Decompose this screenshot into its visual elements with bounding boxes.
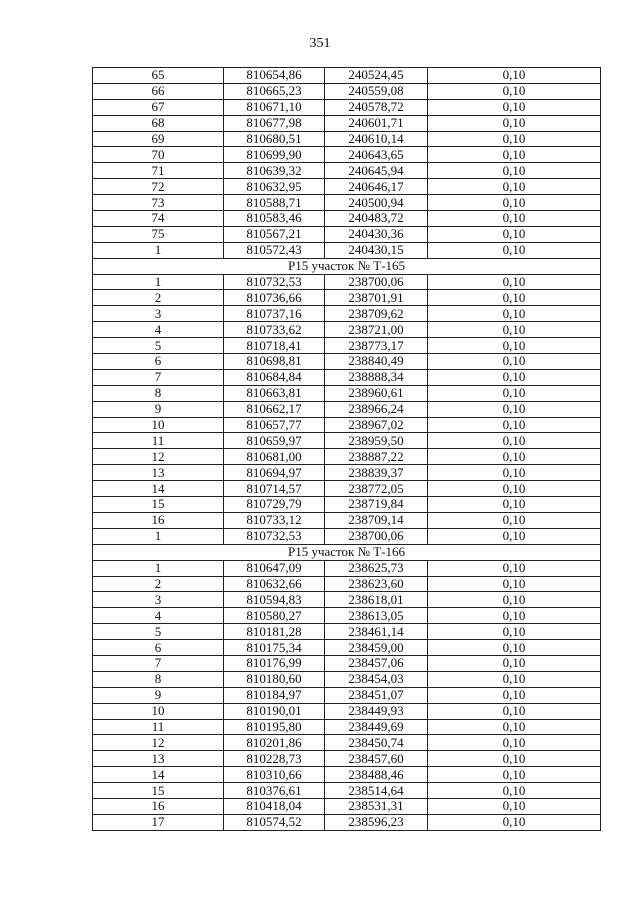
accuracy-cell: 0,10 xyxy=(428,115,601,131)
point-number-cell: 4 xyxy=(93,608,224,624)
accuracy-cell: 0,10 xyxy=(428,481,601,497)
accuracy-cell: 0,10 xyxy=(428,719,601,735)
accuracy-cell: 0,10 xyxy=(428,274,601,290)
table-row xyxy=(93,592,601,608)
point-number-cell: 8 xyxy=(93,671,224,687)
y-coordinate-cell: 240601,71 xyxy=(325,115,428,131)
point-number-cell: 12 xyxy=(93,449,224,465)
x-coordinate-cell: 810684,84 xyxy=(224,369,325,385)
accuracy-cell: 0,10 xyxy=(428,687,601,703)
accuracy-cell: 0,10 xyxy=(428,449,601,465)
table-row xyxy=(93,417,601,433)
y-coordinate-cell: 238721,00 xyxy=(325,322,428,338)
x-coordinate-cell: 810176,99 xyxy=(224,655,325,671)
point-number-cell: 7 xyxy=(93,655,224,671)
point-number-cell: 6 xyxy=(93,640,224,656)
table-row xyxy=(93,814,601,830)
table-row xyxy=(93,83,601,99)
y-coordinate-cell: 238449,93 xyxy=(325,703,428,719)
x-coordinate-cell: 810574,52 xyxy=(224,814,325,830)
x-coordinate-cell: 810583,46 xyxy=(224,211,325,227)
table-row xyxy=(93,560,601,576)
table-row xyxy=(93,338,601,354)
x-coordinate-cell: 810671,10 xyxy=(224,99,325,115)
point-number-cell: 2 xyxy=(93,576,224,592)
point-number-cell: 69 xyxy=(93,131,224,147)
point-number-cell: 66 xyxy=(93,83,224,99)
x-coordinate-cell: 810647,09 xyxy=(224,560,325,576)
x-coordinate-cell: 810699,90 xyxy=(224,147,325,163)
point-number-cell: 5 xyxy=(93,624,224,640)
table-row xyxy=(93,640,601,656)
point-number-cell: 10 xyxy=(93,417,224,433)
accuracy-cell: 0,10 xyxy=(428,369,601,385)
x-coordinate-cell: 810310,66 xyxy=(224,767,325,783)
point-number-cell: 15 xyxy=(93,497,224,513)
table-row xyxy=(93,385,601,401)
point-number-cell: 2 xyxy=(93,290,224,306)
y-coordinate-cell: 240500,94 xyxy=(325,195,428,211)
accuracy-cell: 0,10 xyxy=(428,99,601,115)
table-row xyxy=(93,655,601,671)
accuracy-cell: 0,10 xyxy=(428,385,601,401)
x-coordinate-cell: 810376,61 xyxy=(224,783,325,799)
x-coordinate-cell: 810632,95 xyxy=(224,179,325,195)
x-coordinate-cell: 810567,21 xyxy=(224,226,325,242)
x-coordinate-cell: 810181,28 xyxy=(224,624,325,640)
x-coordinate-cell: 810677,98 xyxy=(224,115,325,131)
table-row xyxy=(93,322,601,338)
table-row xyxy=(93,719,601,735)
accuracy-cell: 0,10 xyxy=(428,433,601,449)
table-row xyxy=(93,68,601,84)
table-row xyxy=(93,528,601,544)
page-number: 351 xyxy=(309,36,331,51)
point-number-cell: 75 xyxy=(93,226,224,242)
point-number-cell: 73 xyxy=(93,195,224,211)
section-title: Р15 участок № Т-165 xyxy=(93,258,601,274)
accuracy-cell: 0,10 xyxy=(428,242,601,258)
point-number-cell: 7 xyxy=(93,369,224,385)
y-coordinate-cell: 238966,24 xyxy=(325,401,428,417)
x-coordinate-cell: 810659,97 xyxy=(224,433,325,449)
point-number-cell: 15 xyxy=(93,783,224,799)
x-coordinate-cell: 810594,83 xyxy=(224,592,325,608)
accuracy-cell: 0,10 xyxy=(428,624,601,640)
table-row xyxy=(93,798,601,814)
table-row xyxy=(93,401,601,417)
table-row xyxy=(93,242,601,258)
table-row xyxy=(93,608,601,624)
point-number-cell: 9 xyxy=(93,401,224,417)
section-header-row xyxy=(93,544,601,560)
table-row xyxy=(93,306,601,322)
accuracy-cell: 0,10 xyxy=(428,671,601,687)
table-row xyxy=(93,767,601,783)
accuracy-cell: 0,10 xyxy=(428,751,601,767)
point-number-cell: 1 xyxy=(93,242,224,258)
x-coordinate-cell: 810184,97 xyxy=(224,687,325,703)
table-row xyxy=(93,751,601,767)
y-coordinate-cell: 238618,01 xyxy=(325,592,428,608)
accuracy-cell: 0,10 xyxy=(428,465,601,481)
x-coordinate-cell: 810732,53 xyxy=(224,274,325,290)
point-number-cell: 14 xyxy=(93,481,224,497)
y-coordinate-cell: 240646,17 xyxy=(325,179,428,195)
table-row xyxy=(93,163,601,179)
table-row xyxy=(93,211,601,227)
y-coordinate-cell: 238623,60 xyxy=(325,576,428,592)
y-coordinate-cell: 238596,23 xyxy=(325,814,428,830)
accuracy-cell: 0,10 xyxy=(428,703,601,719)
x-coordinate-cell: 810663,81 xyxy=(224,385,325,401)
y-coordinate-cell: 238450,74 xyxy=(325,735,428,751)
point-number-cell: 9 xyxy=(93,687,224,703)
point-number-cell: 68 xyxy=(93,115,224,131)
accuracy-cell: 0,10 xyxy=(428,147,601,163)
accuracy-cell: 0,10 xyxy=(428,322,601,338)
table-row xyxy=(93,671,601,687)
accuracy-cell: 0,10 xyxy=(428,767,601,783)
y-coordinate-cell: 238839,37 xyxy=(325,465,428,481)
y-coordinate-cell: 238531,31 xyxy=(325,798,428,814)
y-coordinate-cell: 240430,36 xyxy=(325,226,428,242)
point-number-cell: 4 xyxy=(93,322,224,338)
y-coordinate-cell: 238459,00 xyxy=(325,640,428,656)
x-coordinate-cell: 810732,53 xyxy=(224,528,325,544)
table-row xyxy=(93,576,601,592)
x-coordinate-cell: 810572,43 xyxy=(224,242,325,258)
y-coordinate-cell: 238449,69 xyxy=(325,719,428,735)
y-coordinate-cell: 238709,62 xyxy=(325,306,428,322)
accuracy-cell: 0,10 xyxy=(428,560,601,576)
accuracy-cell: 0,10 xyxy=(428,338,601,354)
x-coordinate-cell: 810201,86 xyxy=(224,735,325,751)
table-row xyxy=(93,195,601,211)
accuracy-cell: 0,10 xyxy=(428,655,601,671)
y-coordinate-cell: 238700,06 xyxy=(325,274,428,290)
accuracy-cell: 0,10 xyxy=(428,226,601,242)
x-coordinate-cell: 810588,71 xyxy=(224,195,325,211)
table-row xyxy=(93,687,601,703)
y-coordinate-cell: 238700,06 xyxy=(325,528,428,544)
point-number-cell: 6 xyxy=(93,354,224,370)
y-coordinate-cell: 238888,34 xyxy=(325,369,428,385)
x-coordinate-cell: 810736,66 xyxy=(224,290,325,306)
x-coordinate-cell: 810657,77 xyxy=(224,417,325,433)
x-coordinate-cell: 810714,57 xyxy=(224,481,325,497)
accuracy-cell: 0,10 xyxy=(428,497,601,513)
point-number-cell: 1 xyxy=(93,274,224,290)
accuracy-cell: 0,10 xyxy=(428,576,601,592)
coordinates-table-body xyxy=(93,68,601,831)
x-coordinate-cell: 810180,60 xyxy=(224,671,325,687)
table-row xyxy=(93,290,601,306)
accuracy-cell: 0,10 xyxy=(428,354,601,370)
x-coordinate-cell: 810729,79 xyxy=(224,497,325,513)
y-coordinate-cell: 238719,84 xyxy=(325,497,428,513)
accuracy-cell: 0,10 xyxy=(428,814,601,830)
x-coordinate-cell: 810665,23 xyxy=(224,83,325,99)
point-number-cell: 65 xyxy=(93,68,224,84)
y-coordinate-cell: 238959,50 xyxy=(325,433,428,449)
accuracy-cell: 0,10 xyxy=(428,211,601,227)
table-row xyxy=(93,369,601,385)
accuracy-cell: 0,10 xyxy=(428,640,601,656)
y-coordinate-cell: 238701,91 xyxy=(325,290,428,306)
y-coordinate-cell: 238887,22 xyxy=(325,449,428,465)
table-row xyxy=(93,115,601,131)
y-coordinate-cell: 238709,14 xyxy=(325,512,428,528)
y-coordinate-cell: 238772,05 xyxy=(325,481,428,497)
x-coordinate-cell: 810195,80 xyxy=(224,719,325,735)
point-number-cell: 13 xyxy=(93,465,224,481)
table-row xyxy=(93,465,601,481)
accuracy-cell: 0,10 xyxy=(428,528,601,544)
point-number-cell: 16 xyxy=(93,512,224,528)
table-row xyxy=(93,624,601,640)
accuracy-cell: 0,10 xyxy=(428,401,601,417)
x-coordinate-cell: 810228,73 xyxy=(224,751,325,767)
table-row xyxy=(93,449,601,465)
table-row xyxy=(93,497,601,513)
point-number-cell: 71 xyxy=(93,163,224,179)
table-row xyxy=(93,147,601,163)
y-coordinate-cell: 238773,17 xyxy=(325,338,428,354)
point-number-cell: 10 xyxy=(93,703,224,719)
table-row xyxy=(93,131,601,147)
accuracy-cell: 0,10 xyxy=(428,131,601,147)
y-coordinate-cell: 238960,61 xyxy=(325,385,428,401)
x-coordinate-cell: 810694,97 xyxy=(224,465,325,481)
point-number-cell: 5 xyxy=(93,338,224,354)
x-coordinate-cell: 810418,04 xyxy=(224,798,325,814)
x-coordinate-cell: 810662,17 xyxy=(224,401,325,417)
section-title: Р15 участок № Т-166 xyxy=(93,544,601,560)
point-number-cell: 74 xyxy=(93,211,224,227)
accuracy-cell: 0,10 xyxy=(428,592,601,608)
y-coordinate-cell: 240645,94 xyxy=(325,163,428,179)
accuracy-cell: 0,10 xyxy=(428,83,601,99)
table-row xyxy=(93,354,601,370)
x-coordinate-cell: 810733,12 xyxy=(224,512,325,528)
table-row xyxy=(93,703,601,719)
accuracy-cell: 0,10 xyxy=(428,179,601,195)
accuracy-cell: 0,10 xyxy=(428,417,601,433)
y-coordinate-cell: 240524,45 xyxy=(325,68,428,84)
table-row xyxy=(93,226,601,242)
point-number-cell: 12 xyxy=(93,735,224,751)
point-number-cell: 67 xyxy=(93,99,224,115)
x-coordinate-cell: 810654,86 xyxy=(224,68,325,84)
y-coordinate-cell: 238457,06 xyxy=(325,655,428,671)
table-row xyxy=(93,783,601,799)
x-coordinate-cell: 810632,66 xyxy=(224,576,325,592)
point-number-cell: 1 xyxy=(93,560,224,576)
accuracy-cell: 0,10 xyxy=(428,512,601,528)
table-row xyxy=(93,433,601,449)
table-row xyxy=(93,512,601,528)
point-number-cell: 72 xyxy=(93,179,224,195)
point-number-cell: 3 xyxy=(93,592,224,608)
point-number-cell: 70 xyxy=(93,147,224,163)
table-row xyxy=(93,179,601,195)
x-coordinate-cell: 810698,81 xyxy=(224,354,325,370)
point-number-cell: 13 xyxy=(93,751,224,767)
point-number-cell: 1 xyxy=(93,528,224,544)
y-coordinate-cell: 238457,60 xyxy=(325,751,428,767)
table-row xyxy=(93,274,601,290)
x-coordinate-cell: 810681,00 xyxy=(224,449,325,465)
point-number-cell: 14 xyxy=(93,767,224,783)
y-coordinate-cell: 240578,72 xyxy=(325,99,428,115)
y-coordinate-cell: 238613,05 xyxy=(325,608,428,624)
point-number-cell: 11 xyxy=(93,719,224,735)
x-coordinate-cell: 810680,51 xyxy=(224,131,325,147)
y-coordinate-cell: 238454,03 xyxy=(325,671,428,687)
section-header-row xyxy=(93,258,601,274)
accuracy-cell: 0,10 xyxy=(428,783,601,799)
x-coordinate-cell: 810639,32 xyxy=(224,163,325,179)
point-number-cell: 16 xyxy=(93,798,224,814)
y-coordinate-cell: 238514,64 xyxy=(325,783,428,799)
y-coordinate-cell: 240559,08 xyxy=(325,83,428,99)
y-coordinate-cell: 240643,65 xyxy=(325,147,428,163)
x-coordinate-cell: 810737,16 xyxy=(224,306,325,322)
accuracy-cell: 0,10 xyxy=(428,306,601,322)
x-coordinate-cell: 810718,41 xyxy=(224,338,325,354)
table-row xyxy=(93,735,601,751)
accuracy-cell: 0,10 xyxy=(428,163,601,179)
point-number-cell: 17 xyxy=(93,814,224,830)
y-coordinate-cell: 238840,49 xyxy=(325,354,428,370)
x-coordinate-cell: 810580,27 xyxy=(224,608,325,624)
y-coordinate-cell: 238625,73 xyxy=(325,560,428,576)
coordinates-table xyxy=(92,67,601,831)
table-row xyxy=(93,99,601,115)
accuracy-cell: 0,10 xyxy=(428,798,601,814)
y-coordinate-cell: 240483,72 xyxy=(325,211,428,227)
y-coordinate-cell: 240610,14 xyxy=(325,131,428,147)
accuracy-cell: 0,10 xyxy=(428,195,601,211)
x-coordinate-cell: 810733,62 xyxy=(224,322,325,338)
accuracy-cell: 0,10 xyxy=(428,608,601,624)
point-number-cell: 11 xyxy=(93,433,224,449)
x-coordinate-cell: 810175,34 xyxy=(224,640,325,656)
y-coordinate-cell: 238967,02 xyxy=(325,417,428,433)
y-coordinate-cell: 238451,07 xyxy=(325,687,428,703)
x-coordinate-cell: 810190,01 xyxy=(224,703,325,719)
point-number-cell: 3 xyxy=(93,306,224,322)
y-coordinate-cell: 238461,14 xyxy=(325,624,428,640)
y-coordinate-cell: 240430,15 xyxy=(325,242,428,258)
accuracy-cell: 0,10 xyxy=(428,290,601,306)
y-coordinate-cell: 238488,46 xyxy=(325,767,428,783)
accuracy-cell: 0,10 xyxy=(428,68,601,84)
point-number-cell: 8 xyxy=(93,385,224,401)
table-row xyxy=(93,481,601,497)
accuracy-cell: 0,10 xyxy=(428,735,601,751)
